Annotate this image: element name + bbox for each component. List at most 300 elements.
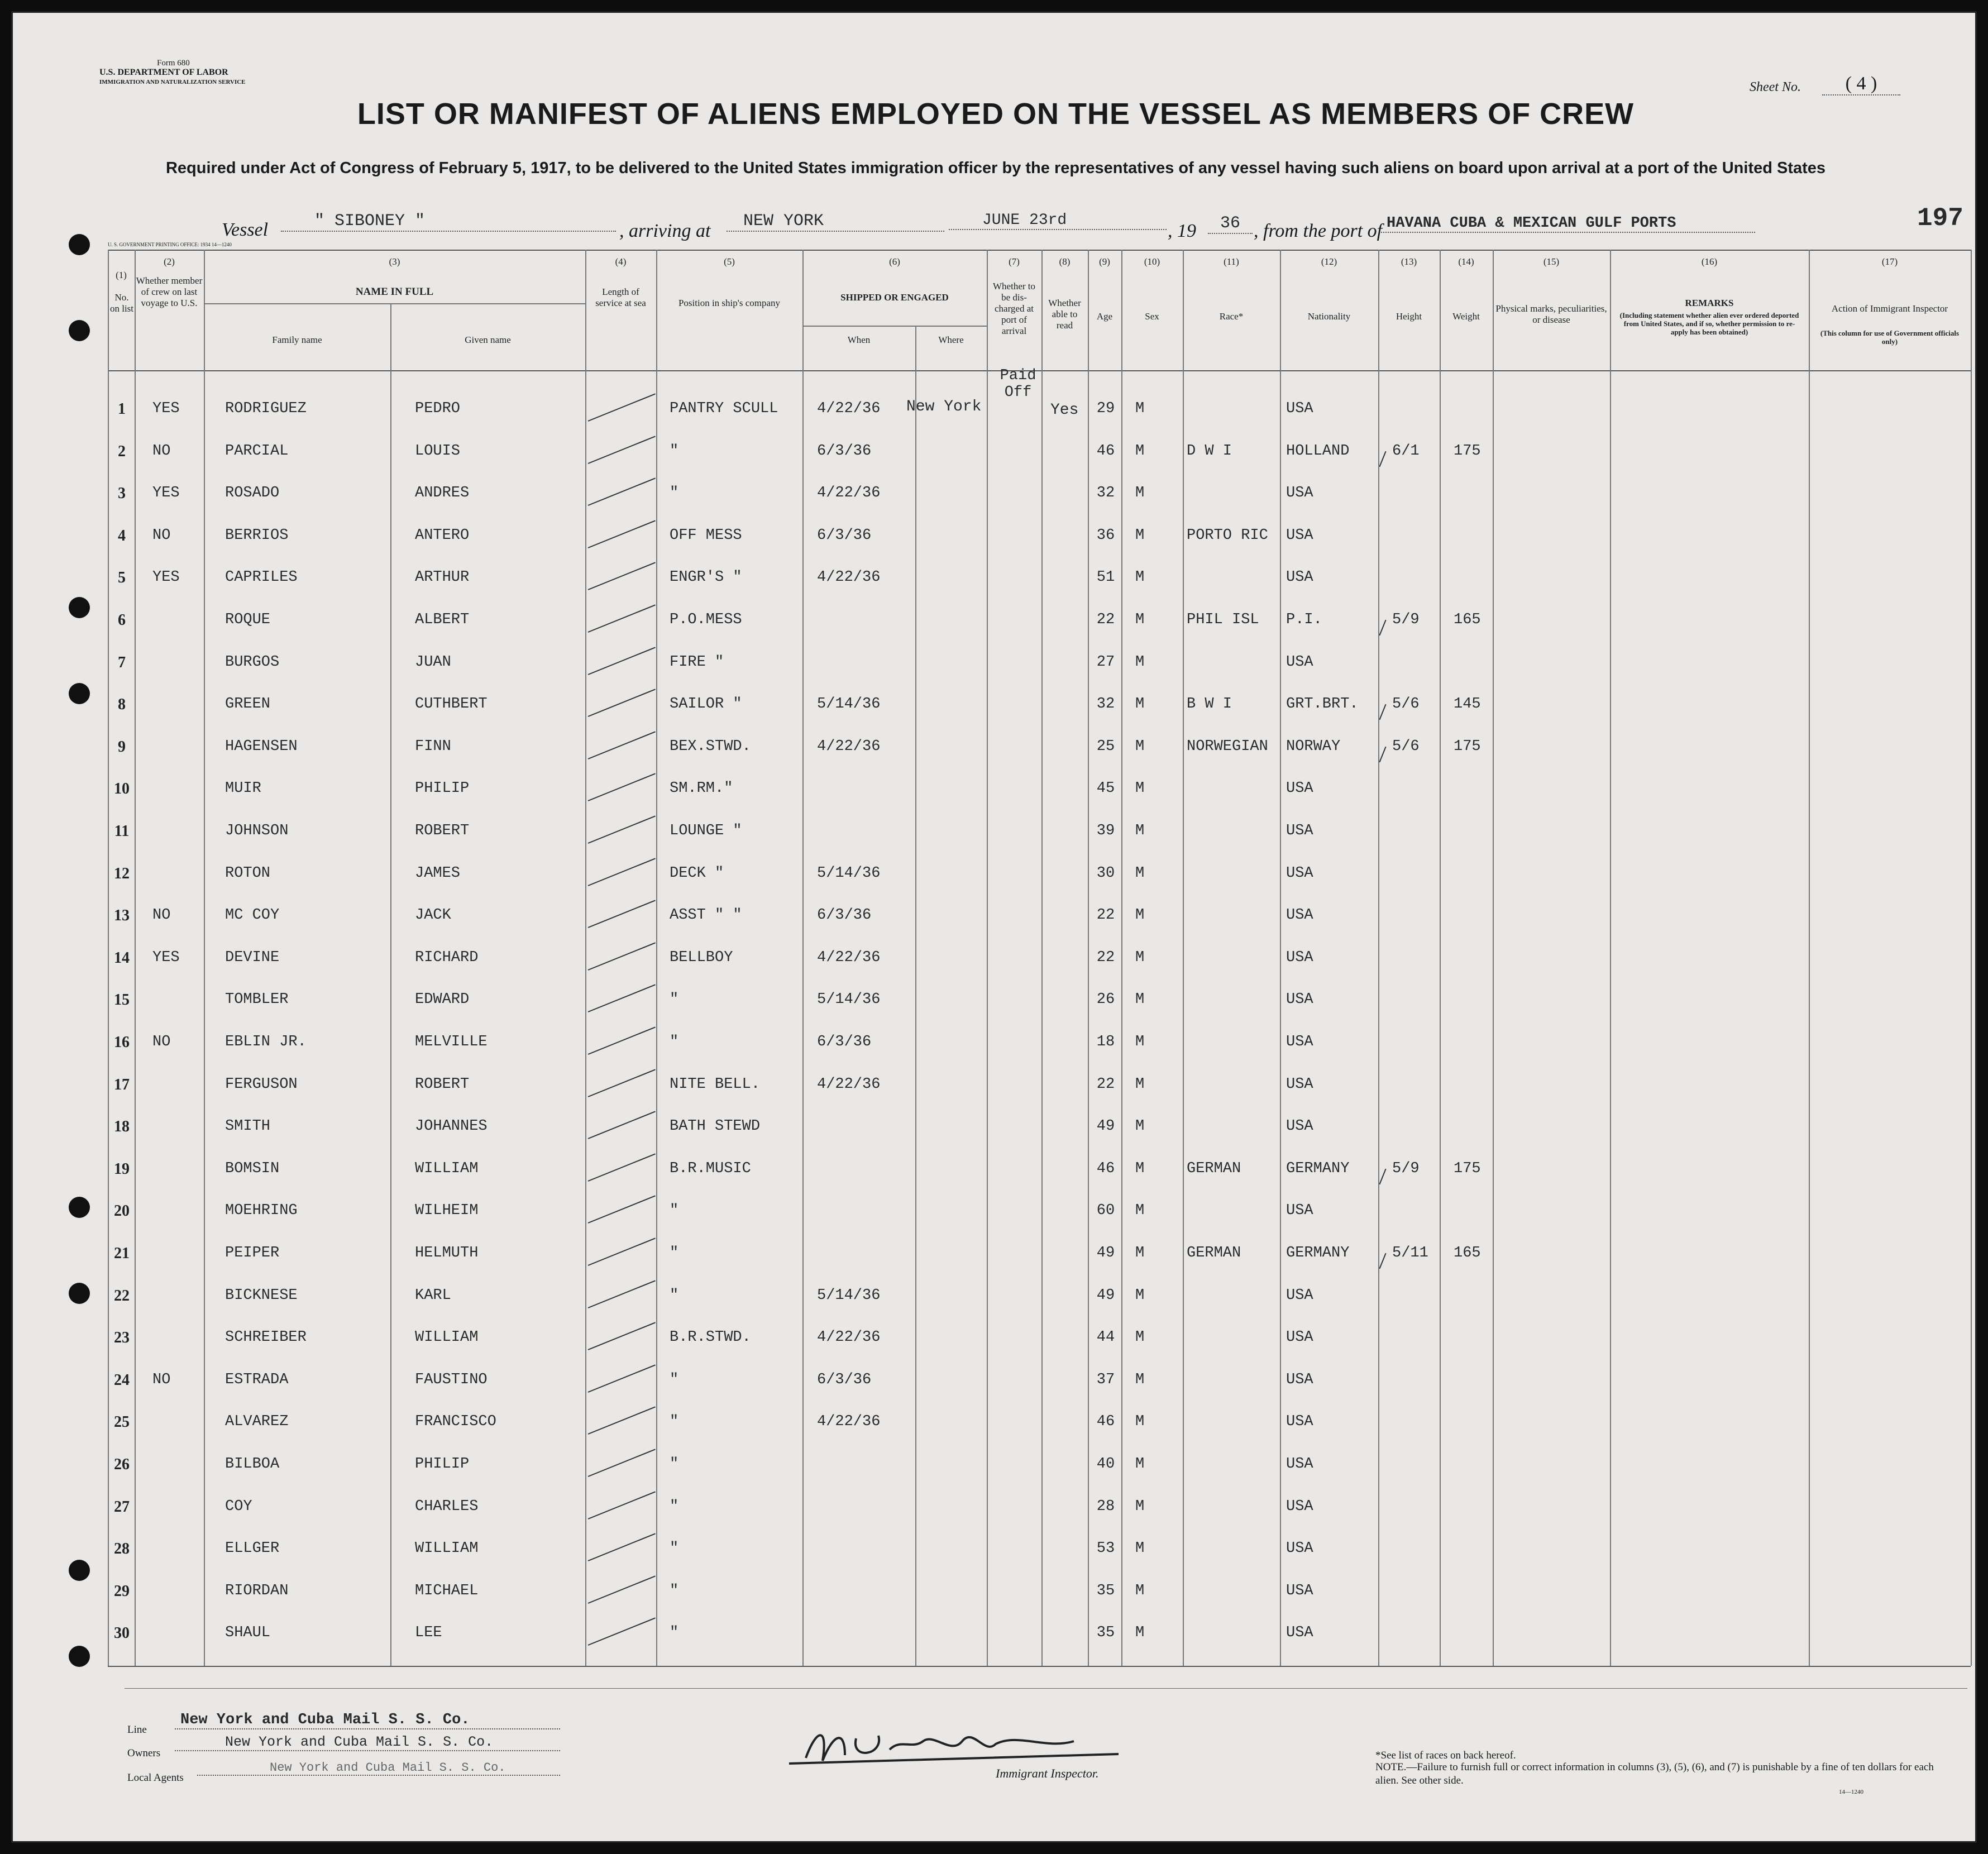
- family-name: ROSADO: [225, 485, 280, 501]
- row-number: 27: [114, 1498, 130, 1516]
- family-name: BICKNESE: [225, 1287, 298, 1304]
- sex: M: [1135, 1160, 1145, 1177]
- position: ": [670, 1245, 679, 1262]
- given-name: MELVILLE: [415, 1034, 488, 1050]
- given-name: ARTHUR: [415, 569, 470, 586]
- nationality: USA: [1286, 569, 1313, 586]
- nationality: USA: [1286, 1583, 1313, 1599]
- age: 53: [1096, 1540, 1115, 1557]
- table-row: [13, 1454, 1977, 1495]
- height-tick-mark: [1379, 451, 1386, 467]
- given-name: PHILIP: [415, 1456, 470, 1473]
- position: ": [670, 1034, 679, 1050]
- shipped-when: 6/3/36: [817, 443, 872, 460]
- given-name: WILLIAM: [415, 1329, 479, 1346]
- position: ": [670, 485, 679, 501]
- arriving-label: , arriving at: [619, 221, 711, 241]
- table-row: [13, 441, 1977, 482]
- family-name: RODRIGUEZ: [225, 400, 307, 417]
- position: ": [670, 1202, 679, 1219]
- table-row: [13, 1116, 1977, 1158]
- row-number: 9: [118, 738, 126, 756]
- given-name: WILLIAM: [415, 1160, 479, 1177]
- position: ": [670, 991, 679, 1008]
- shipped-when: 4/22/36: [817, 1329, 881, 1346]
- crew-last-voyage: NO: [152, 1372, 171, 1388]
- header-weight: Weight: [1452, 311, 1480, 322]
- position: B.R.MUSIC: [670, 1160, 751, 1177]
- sex: M: [1135, 823, 1145, 839]
- crew-last-voyage: NO: [152, 1034, 171, 1050]
- row-number: 22: [114, 1287, 130, 1305]
- nationality: USA: [1286, 1034, 1313, 1050]
- age: 49: [1096, 1118, 1115, 1135]
- nationality: USA: [1286, 1498, 1313, 1515]
- age: 60: [1096, 1202, 1115, 1219]
- given-name: CHARLES: [415, 1498, 479, 1515]
- nationality: USA: [1286, 654, 1313, 671]
- owners-label: Owners: [127, 1747, 161, 1759]
- age: 51: [1096, 569, 1115, 586]
- nationality: USA: [1286, 485, 1313, 501]
- col-number: (11): [1224, 256, 1239, 267]
- header-age: Age: [1096, 311, 1113, 322]
- row-number: 4: [118, 527, 126, 544]
- shipped-when: 4/22/36: [817, 949, 881, 966]
- given-name: FRANCISCO: [415, 1413, 496, 1430]
- table-row: [13, 778, 1977, 820]
- service-length-mark: [588, 393, 656, 422]
- table-row: [13, 1411, 1977, 1453]
- shipped-when: 4/22/36: [817, 400, 881, 417]
- table-row: [13, 989, 1977, 1031]
- given-name: PEDRO: [415, 400, 461, 417]
- sex: M: [1135, 1118, 1145, 1135]
- age: 49: [1096, 1287, 1115, 1304]
- row-number: 21: [114, 1245, 130, 1262]
- age: 35: [1096, 1583, 1115, 1599]
- race: B W I: [1187, 696, 1232, 713]
- sex: M: [1135, 400, 1145, 417]
- family-name: TOMBLER: [225, 991, 289, 1008]
- form-number: Form 680: [157, 59, 190, 68]
- header-physical-marks: Physical marks, peculiarities, or disease: [1495, 303, 1607, 325]
- header-where: Where: [938, 335, 964, 345]
- table-row: [13, 1327, 1977, 1369]
- row-number: 14: [114, 949, 130, 967]
- position: NITE BELL.: [670, 1076, 761, 1093]
- row-number: 8: [118, 696, 126, 713]
- row-number: 26: [114, 1456, 130, 1473]
- given-name: ANDRES: [415, 485, 470, 501]
- table-row: [13, 905, 1977, 947]
- page-subtitle: Required under Act of Congress of February 5, 1917, to be delivered to the United States immigration officer by the representatives of any vessel having such aliens on board upon arrival at a port of the United States: [165, 159, 1826, 177]
- height: 5/9: [1392, 1160, 1420, 1177]
- position: ": [670, 1413, 679, 1430]
- family-name: HAGENSEN: [225, 738, 298, 755]
- row-1-where: New York: [906, 398, 982, 415]
- given-name: LEE: [415, 1624, 442, 1641]
- row-number: 28: [114, 1540, 130, 1557]
- sex: M: [1135, 1076, 1145, 1093]
- given-name: JAMES: [415, 865, 461, 882]
- given-name: WILHEIM: [415, 1202, 479, 1219]
- row-number: 23: [114, 1329, 130, 1346]
- nationality: USA: [1286, 400, 1313, 417]
- weight: 165: [1454, 611, 1481, 628]
- col-number: (10): [1144, 256, 1160, 267]
- sex: M: [1135, 696, 1145, 713]
- header-length-service: Length of service at sea: [595, 286, 646, 308]
- table-row: [13, 398, 1977, 440]
- page-title: LIST OR MANIFEST OF ALIENS EMPLOYED ON THE VESSEL AS MEMBERS OF CREW: [357, 97, 1635, 131]
- weight: 175: [1454, 443, 1481, 460]
- sex: M: [1135, 611, 1145, 628]
- given-name: ROBERT: [415, 823, 470, 839]
- shipped-when: 5/14/36: [817, 696, 881, 713]
- sex: M: [1135, 991, 1145, 1008]
- given-name: JUAN: [415, 654, 451, 671]
- age: 29: [1096, 400, 1115, 417]
- nationality: GERMANY: [1286, 1160, 1350, 1177]
- sheet-number: ( 4 ): [1822, 73, 1900, 95]
- sex: M: [1135, 1034, 1145, 1050]
- sex: M: [1135, 780, 1145, 797]
- age: 26: [1096, 991, 1115, 1008]
- form-code: 14—1240: [1839, 1789, 1863, 1795]
- arrival-year: 36: [1208, 214, 1253, 234]
- sex: M: [1135, 1329, 1145, 1346]
- table-row: [13, 736, 1977, 778]
- given-name: HELMUTH: [415, 1245, 479, 1262]
- position: DECK ": [670, 865, 724, 882]
- age: 35: [1096, 1624, 1115, 1641]
- table-row: [13, 820, 1977, 862]
- nationality: USA: [1286, 907, 1313, 924]
- header-no-on-list: No. on list: [109, 292, 134, 314]
- shipped-when: 4/22/36: [817, 738, 881, 755]
- race: GERMAN: [1187, 1245, 1241, 1262]
- owners-value: New York and Cuba Mail S. S. Co.: [175, 1734, 560, 1751]
- arrival-date: JUNE 23rd: [949, 212, 1167, 230]
- sex: M: [1135, 949, 1145, 966]
- col-number: (9): [1099, 256, 1110, 267]
- table-row: [13, 1369, 1977, 1411]
- family-name: FERGUSON: [225, 1076, 298, 1093]
- sex: M: [1135, 1245, 1145, 1262]
- sex: M: [1135, 1372, 1145, 1388]
- nationality: USA: [1286, 1372, 1313, 1388]
- height-tick-mark: [1379, 1253, 1386, 1269]
- position: PANTRY SCULL: [670, 400, 778, 417]
- printing-office: U. S. GOVERNMENT PRINTING OFFICE: 1934 14—1240: [108, 242, 232, 247]
- family-name: BERRIOS: [225, 527, 289, 544]
- crew-last-voyage: YES: [152, 949, 180, 966]
- table-row: [13, 482, 1977, 524]
- row-number: 11: [114, 823, 130, 840]
- table-row: [13, 1074, 1977, 1116]
- nationality: USA: [1286, 1540, 1313, 1557]
- row-number: 3: [118, 485, 126, 502]
- age: 30: [1096, 865, 1115, 882]
- family-name: BOMSIN: [225, 1160, 280, 1177]
- nationality: NORWAY: [1286, 738, 1341, 755]
- height-tick-mark: [1379, 1169, 1386, 1185]
- race: NORWEGIAN: [1187, 738, 1268, 755]
- header-race: Race*: [1219, 311, 1244, 322]
- age: 22: [1096, 611, 1115, 628]
- col-number: (3): [389, 256, 400, 267]
- position: B.R.STWD.: [670, 1329, 751, 1346]
- col-number: (13): [1401, 256, 1417, 267]
- header-position: Position in ship's company: [678, 298, 781, 308]
- shipped-when: 4/22/36: [817, 1413, 881, 1430]
- row-number: 24: [114, 1372, 130, 1389]
- family-name: MOEHRING: [225, 1202, 298, 1219]
- family-name: BURGOS: [225, 654, 280, 671]
- given-name: PHILIP: [415, 780, 470, 797]
- sex: M: [1135, 865, 1145, 882]
- race: D W I: [1187, 443, 1232, 460]
- nationality: USA: [1286, 823, 1313, 839]
- header-when: When: [847, 335, 871, 345]
- nationality: USA: [1286, 991, 1313, 1008]
- agents-label: Local Agents: [127, 1772, 184, 1784]
- given-name: JOHANNES: [415, 1118, 488, 1135]
- row-number: 5: [118, 569, 126, 586]
- sex: M: [1135, 907, 1145, 924]
- row-number: 7: [118, 654, 126, 671]
- shipped-when: 4/22/36: [817, 569, 881, 586]
- col-number: (16): [1701, 256, 1718, 267]
- given-name: ROBERT: [415, 1076, 470, 1093]
- nationality: USA: [1286, 1118, 1313, 1135]
- sex: M: [1135, 1583, 1145, 1599]
- sex: M: [1135, 1456, 1145, 1473]
- row-number: 15: [114, 991, 130, 1009]
- race: GERMAN: [1187, 1160, 1241, 1177]
- row-number: 19: [114, 1160, 130, 1178]
- age: 32: [1096, 696, 1115, 713]
- age: 22: [1096, 907, 1115, 924]
- table-row: [13, 1496, 1977, 1538]
- position: ": [670, 1540, 679, 1557]
- nationality: USA: [1286, 780, 1313, 797]
- table-row: [13, 609, 1977, 651]
- col-number: (8): [1059, 256, 1071, 267]
- given-name: WILLIAM: [415, 1540, 479, 1557]
- sex: M: [1135, 1413, 1145, 1430]
- crew-last-voyage: YES: [152, 400, 180, 417]
- col-number: (14): [1458, 256, 1474, 267]
- col-number: (4): [615, 256, 627, 267]
- height-tick-mark: [1379, 704, 1386, 720]
- table-row: [13, 567, 1977, 609]
- agents-value: New York and Cuba Mail S. S. Co.: [197, 1761, 560, 1776]
- position: SAILOR ": [670, 696, 742, 713]
- age: 22: [1096, 949, 1115, 966]
- family-name: SCHREIBER: [225, 1329, 307, 1346]
- nationality: USA: [1286, 1329, 1313, 1346]
- age: 27: [1096, 654, 1115, 671]
- row-number: 16: [114, 1034, 130, 1051]
- weight: 175: [1454, 738, 1481, 755]
- col-number: (6): [889, 256, 900, 267]
- family-name: MUIR: [225, 780, 261, 797]
- given-name: RICHARD: [415, 949, 479, 966]
- height: 5/6: [1392, 738, 1420, 755]
- position: ": [670, 1287, 679, 1304]
- table-row: [13, 694, 1977, 735]
- family-name: ESTRADA: [225, 1372, 289, 1388]
- row-number: 29: [114, 1583, 130, 1600]
- race: PHIL ISL: [1187, 611, 1259, 628]
- position: SM.RM.": [670, 780, 733, 797]
- shipped-when: 6/3/36: [817, 1372, 872, 1388]
- weight: 175: [1454, 1160, 1481, 1177]
- header-crew-last-voyage: Whether member of crew on last voyage to U.S.: [136, 275, 203, 308]
- from-port: HAVANA CUBA & MEXICAN GULF PORTS: [1381, 215, 1755, 233]
- given-name: KARL: [415, 1287, 451, 1304]
- position: ": [670, 1498, 679, 1515]
- age: 18: [1096, 1034, 1115, 1050]
- sheet-label: Sheet No.: [1750, 80, 1801, 94]
- nationality: HOLLAND: [1286, 443, 1350, 460]
- nationality: USA: [1286, 1413, 1313, 1430]
- col-number: (1): [116, 270, 127, 280]
- position: ": [670, 1624, 679, 1641]
- age: 49: [1096, 1245, 1115, 1262]
- height-tick-mark: [1379, 620, 1386, 636]
- nationality: USA: [1286, 949, 1313, 966]
- col-number: (12): [1321, 256, 1337, 267]
- age: 46: [1096, 1160, 1115, 1177]
- position: ENGR'S ": [670, 569, 742, 586]
- shipped-when: 6/3/36: [817, 527, 872, 544]
- given-name: JACK: [415, 907, 451, 924]
- service-name: IMMIGRATION AND NATURALIZATION SERVICE: [99, 79, 246, 85]
- sex: M: [1135, 527, 1145, 544]
- position: BELLBOY: [670, 949, 733, 966]
- fine-note: NOTE.—Failure to furnish full or correct information in columns (3), (5), (6), and (7) is punishable by a fine of ten dollars for each alien. See other side.: [1375, 1761, 1934, 1786]
- race: PORTO RIC: [1187, 527, 1268, 544]
- shipped-when: 5/14/36: [817, 1287, 881, 1304]
- line-value: New York and Cuba Mail S. S. Co.: [175, 1712, 560, 1729]
- position: BATH STEWD: [670, 1118, 761, 1135]
- height-tick-mark: [1379, 747, 1386, 763]
- age: 46: [1096, 443, 1115, 460]
- sex: M: [1135, 443, 1145, 460]
- family-name: SHAUL: [225, 1624, 271, 1641]
- shipped-when: 5/14/36: [817, 865, 881, 882]
- row-number: 17: [114, 1076, 130, 1093]
- position: ": [670, 443, 679, 460]
- age: 44: [1096, 1329, 1115, 1346]
- col-number: (5): [724, 256, 735, 267]
- row-number: 2: [118, 443, 126, 460]
- header-action: Action of Immigrant Inspector: [1831, 303, 1948, 314]
- height: 5/9: [1392, 611, 1420, 628]
- nationality: USA: [1286, 1456, 1313, 1473]
- header-nationality: Nationality: [1307, 311, 1351, 322]
- crew-last-voyage: YES: [152, 569, 180, 586]
- family-name: GREEN: [225, 696, 271, 713]
- sex: M: [1135, 569, 1145, 586]
- sex: M: [1135, 1624, 1145, 1641]
- age: 25: [1096, 738, 1115, 755]
- sex: M: [1135, 654, 1145, 671]
- family-name: PEIPER: [225, 1245, 280, 1262]
- position: OFF MESS: [670, 527, 742, 544]
- crew-last-voyage: YES: [152, 485, 180, 501]
- position: FIRE ": [670, 654, 724, 671]
- family-name: SMITH: [225, 1118, 271, 1135]
- col-number: (15): [1543, 256, 1560, 267]
- age: 46: [1096, 1413, 1115, 1430]
- age: 28: [1096, 1498, 1115, 1515]
- family-name: RIORDAN: [225, 1583, 289, 1599]
- col-number: (17): [1881, 256, 1898, 267]
- family-name: BILBOA: [225, 1456, 280, 1473]
- table-row: [13, 1158, 1977, 1200]
- header-action-note: (This column for use of Government officials only): [1820, 329, 1960, 346]
- family-name: ALVAREZ: [225, 1413, 289, 1430]
- punch-hole: [69, 234, 90, 255]
- vessel-name: " SIBONEY ": [281, 212, 616, 232]
- punch-hole: [69, 320, 90, 341]
- sex: M: [1135, 485, 1145, 501]
- shipped-when: 5/14/36: [817, 991, 881, 1008]
- age: 45: [1096, 780, 1115, 797]
- races-note: *See list of races on back hereof.: [1375, 1750, 1516, 1761]
- crew-last-voyage: NO: [152, 907, 171, 924]
- row-number: 1: [118, 400, 126, 418]
- age: 39: [1096, 823, 1115, 839]
- table-row: [13, 1285, 1977, 1327]
- row-1-read: Yes: [1050, 402, 1079, 419]
- family-name: COY: [225, 1498, 252, 1515]
- height: 6/1: [1392, 443, 1420, 460]
- row-number: 6: [118, 611, 126, 629]
- col-number: (2): [164, 256, 175, 267]
- sex: M: [1135, 1540, 1145, 1557]
- height: 5/11: [1392, 1245, 1428, 1262]
- table-row: [13, 1622, 1977, 1664]
- header-family-name: Family name: [272, 335, 322, 345]
- given-name: FAUSTINO: [415, 1372, 488, 1388]
- family-name: ELLGER: [225, 1540, 280, 1557]
- age: 40: [1096, 1456, 1115, 1473]
- header-discharged: Whether to be dis-charged at port of arrival: [993, 281, 1035, 336]
- table-row: [13, 947, 1977, 989]
- height: 5/6: [1392, 696, 1420, 713]
- family-name: ROQUE: [225, 611, 271, 628]
- year-prefix: , 19: [1168, 221, 1196, 241]
- table-row: [13, 1031, 1977, 1073]
- shipped-when: 6/3/36: [817, 907, 872, 924]
- given-name: LOUIS: [415, 443, 461, 460]
- shipped-when: 4/22/36: [817, 485, 881, 501]
- sex: M: [1135, 1498, 1145, 1515]
- given-name: ANTERO: [415, 527, 470, 544]
- inspector-label: Immigrant Inspector.: [996, 1766, 1099, 1780]
- col-number: (7): [1009, 256, 1020, 267]
- family-name: CAPRILES: [225, 569, 298, 586]
- nationality: USA: [1286, 865, 1313, 882]
- sex: M: [1135, 1287, 1145, 1304]
- header-remarks-note: (Including statement whether alien ever ordered deported from United States, and if so, whether permission to re-apply has been obtained): [1619, 311, 1799, 336]
- family-name: EBLIN JR.: [225, 1034, 307, 1050]
